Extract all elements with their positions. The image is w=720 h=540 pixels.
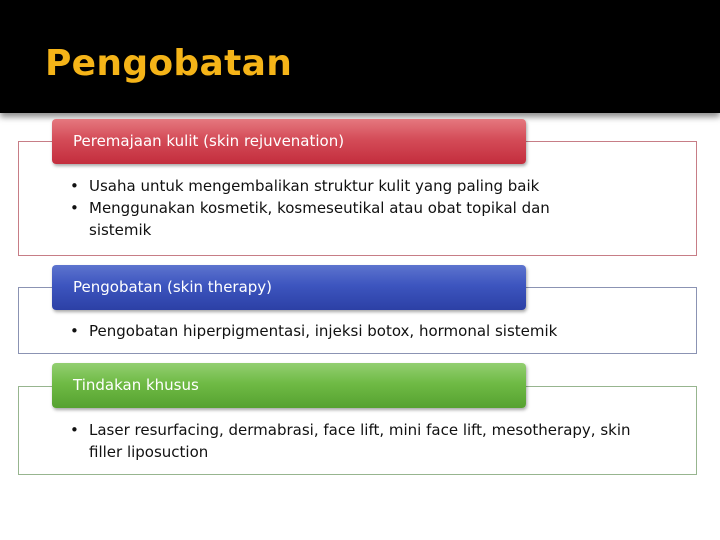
section-header-skin-rejuvenation: Peremajaan kulit (skin rejuvenation): [52, 119, 526, 164]
list-item: • Pengobatan hiperpigmentasi, injeksi botox, hormonal sistemik: [70, 322, 558, 340]
bullet-icon: •: [70, 177, 79, 195]
bullet-icon: •: [70, 322, 79, 340]
list-item: • Menggunakan kosmetik, kosmeseutikal atau obat topikal dan sistemik: [70, 199, 550, 239]
bullet-icon: •: [70, 199, 79, 217]
section-list-skin-rejuvenation: [70, 175, 610, 241]
section-header-skin-therapy: Pengobatan (skin therapy): [52, 265, 526, 310]
title-bar: [0, 0, 720, 113]
list-item: • Laser resurfacing, dermabrasi, face lift, mini face lift, mesotherapy, skin filler liposuction: [70, 421, 631, 461]
list-item: • Usaha untuk mengembalikan struktur kulit yang paling baik: [70, 177, 540, 195]
bullet-icon: •: [70, 421, 79, 439]
section-list-skin-therapy: [70, 320, 670, 342]
section-header-special-procedures: Tindakan khusus: [52, 363, 526, 408]
page-title: Pengobatan: [45, 43, 293, 84]
section-list-special-procedures: [70, 419, 660, 463]
